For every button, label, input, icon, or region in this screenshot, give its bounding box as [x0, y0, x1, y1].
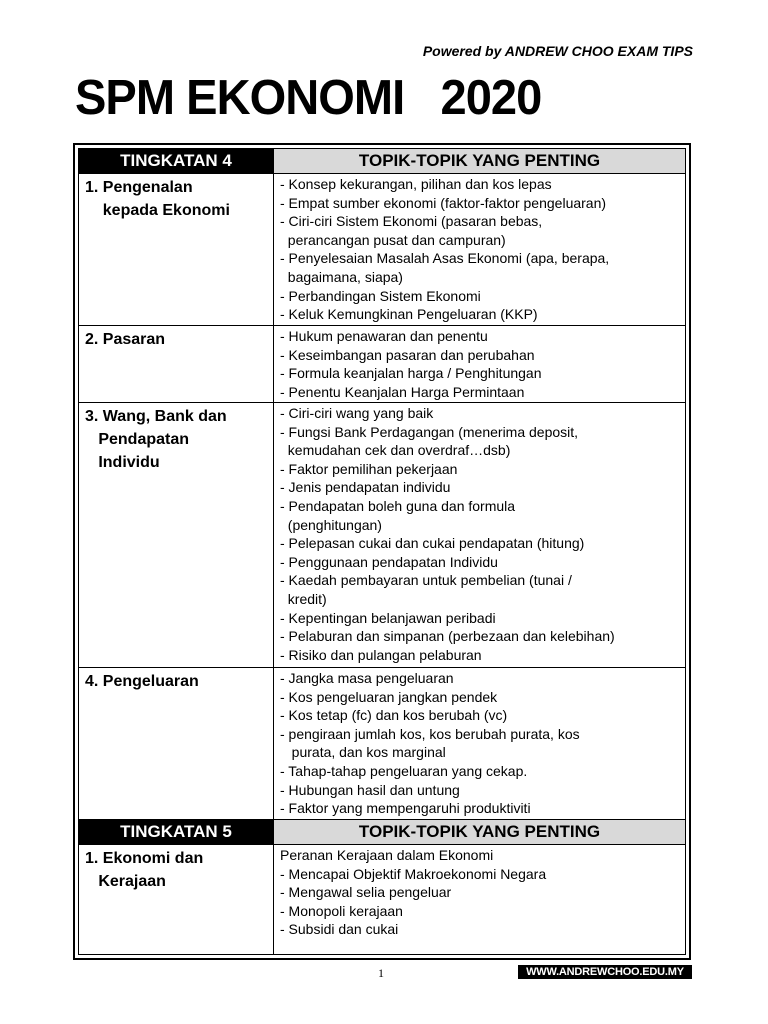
section-header-right: TOPIK-TOPIK YANG PENTING — [274, 820, 685, 844]
powered-by-text: Powered by ANDREW CHOO EXAM TIPS — [422, 43, 693, 59]
section-header-left: TINGKATAN 4 — [79, 149, 274, 173]
topic-item: - Ciri-ciri Sistem Ekonomi (pasaran bebas, — [280, 213, 543, 230]
topic-item: - Konsep kekurangan, pilihan dan kos lepas — [280, 176, 552, 192]
topic-row-wang-bank — [79, 403, 685, 668]
topic-item: - Keseimbangan pasaran dan perubahan — [280, 346, 535, 363]
topic-item: (penghitungan) — [280, 516, 382, 533]
topic-item: - Jangka masa pengeluaran — [280, 670, 454, 686]
topic-item: - Pendapatan boleh guna dan formula — [280, 497, 516, 514]
topic-item: - Perbandingan Sistem Ekonomi — [280, 287, 481, 304]
topic-item: - Kaedah pembayaran untuk pembelian (tunai / — [280, 572, 572, 589]
topic-item: - Hubungan hasil dan untung — [280, 781, 460, 798]
topic-item: - Tahap-tahap pengeluaran yang cekap. — [280, 762, 528, 779]
topic-row-pengeluaran — [79, 668, 685, 820]
topic-name: 1. Pengenalan kepada Ekonomi — [79, 174, 274, 325]
topic-item: - Faktor yang mempengaruhi produktiviti — [280, 800, 531, 817]
page-title: SPM EKONOMI 2020 — [75, 71, 542, 125]
topic-item: - Keluk Kemungkinan Pengeluaran (KKP) — [280, 306, 538, 323]
topic-name: 3. Wang, Bank dan Pendapatan Individu — [79, 403, 274, 667]
topic-row-pasaran — [79, 326, 685, 403]
topic-items — [274, 174, 685, 325]
topic-row-ekonomi-kerajaan — [79, 845, 685, 954]
topic-item: - Fungsi Bank Perdagangan (menerima deposit, — [280, 423, 579, 440]
topic-items — [274, 668, 685, 819]
topic-name: 4. Pengeluaran — [79, 668, 274, 819]
topic-item: - Kos tetap (fc) dan kos berubah (vc) — [280, 707, 508, 724]
topic-name: 1. Ekonomi dan Kerajaan — [79, 845, 274, 954]
topic-item: - Mengawal selia pengeluar — [280, 884, 452, 901]
topic-item: - Penentu Keanjalan Harga Permintaan — [280, 383, 525, 400]
topic-item: - Ciri-ciri wang yang baik — [280, 405, 434, 421]
topic-item: - Hukum penawaran dan penentu — [280, 328, 488, 344]
topic-item: - Risiko dan pulangan pelaburan — [280, 646, 482, 663]
topic-item: - Monopoli kerajaan — [280, 902, 403, 919]
website-link[interactable]: WWW.ANDREWCHOO.EDU.MY — [518, 965, 692, 979]
topic-item: - Penggunaan pendapatan Individu — [280, 553, 498, 570]
topic-item: - Pelepasan cukai dan cukai pendapatan (hitung) — [280, 535, 585, 552]
topic-name: 2. Pasaran — [79, 326, 274, 402]
topics-grid — [78, 148, 686, 955]
topic-items — [274, 845, 685, 954]
section-header-tingkatan-4 — [79, 149, 685, 174]
topic-items — [274, 326, 685, 402]
topic-item: kredit) — [280, 590, 327, 607]
topic-item: - Faktor pemilihan pekerjaan — [280, 460, 458, 477]
section-header-tingkatan-5 — [79, 820, 685, 845]
topic-item: bagaimana, siapa) — [280, 268, 403, 285]
topic-item: Peranan Kerajaan dalam Ekonomi — [280, 847, 494, 863]
topic-items — [274, 403, 685, 667]
topic-item: kemudahan cek dan overdraf…dsb) — [280, 442, 511, 459]
topic-row-pengenalan — [79, 174, 685, 326]
section-header-left: TINGKATAN 5 — [79, 820, 274, 844]
topic-item: - Subsidi dan cukai — [280, 921, 399, 938]
topic-item: - Mencapai Objektif Makroekonomi Negara — [280, 865, 547, 882]
topic-item: - Pelaburan dan simpanan (perbezaan dan kelebihan) — [280, 628, 615, 645]
topic-item: - pengiraan jumlah kos, kos berubah purata, kos — [280, 725, 580, 742]
topic-item: purata, dan kos marginal — [280, 744, 446, 761]
section-header-right: TOPIK-TOPIK YANG PENTING — [274, 149, 685, 173]
topic-item: - Jenis pendapatan individu — [280, 479, 451, 496]
topic-item: - Empat sumber ekonomi (faktor-faktor pengeluaran) — [280, 194, 607, 211]
topic-item: - Kepentingan belanjawan peribadi — [280, 609, 496, 626]
topic-item: perancangan pusat dan campuran) — [280, 231, 506, 248]
topic-item: - Penyelesaian Masalah Asas Ekonomi (apa, berapa, — [280, 250, 610, 267]
topic-item: - Kos pengeluaran jangkan pendek — [280, 688, 498, 705]
topic-item: - Formula keanjalan harga / Penghitungan — [280, 365, 542, 382]
topics-table — [73, 143, 691, 960]
page-number: 1 — [378, 966, 384, 980]
